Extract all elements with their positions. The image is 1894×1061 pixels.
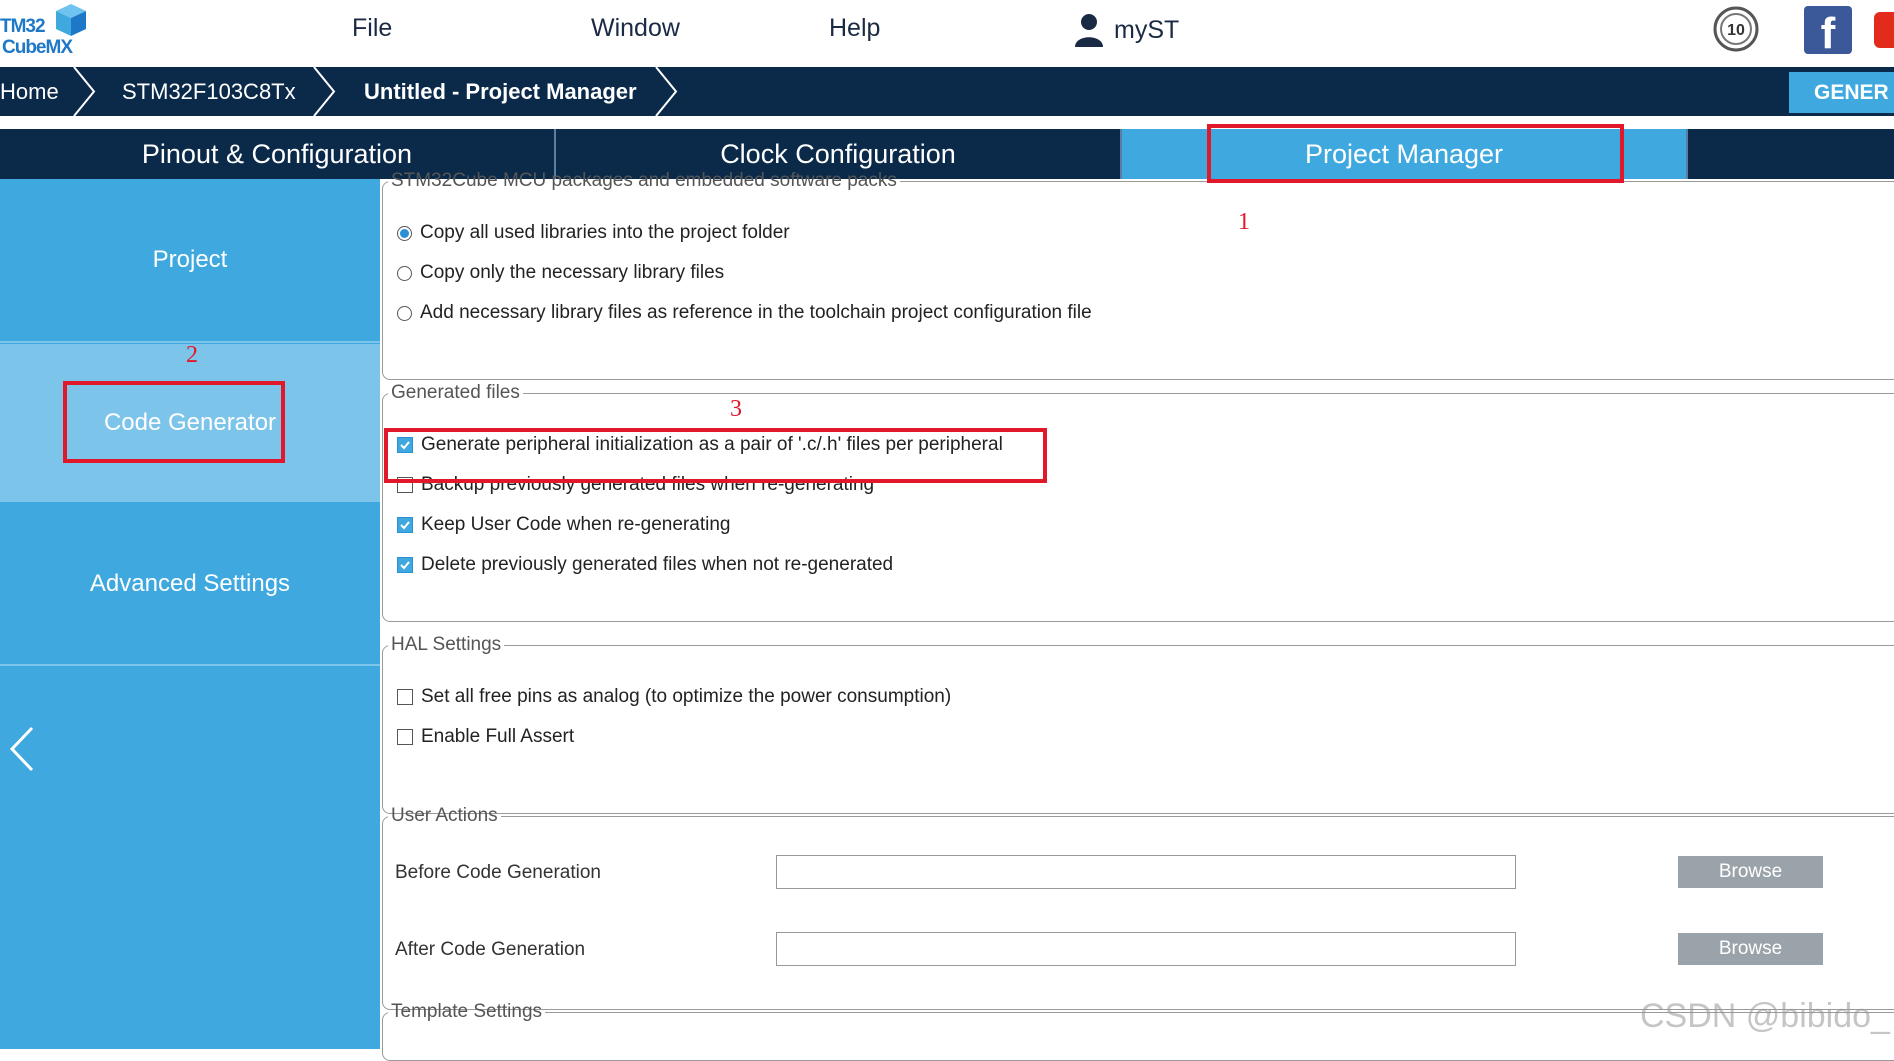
breadcrumb-device[interactable]: STM32F103C8Tx	[122, 79, 296, 104]
menu-help[interactable]: Help	[829, 14, 881, 42]
tab-pinout-configuration[interactable]: Pinout & Configuration	[141, 139, 413, 169]
menu-window[interactable]: Window	[591, 14, 680, 42]
annotation-number-3: 3	[730, 396, 742, 422]
packages-legend: STM32Cube MCU packages and embedded software packs	[391, 170, 897, 191]
checkbox[interactable]	[397, 517, 413, 533]
annotation-box-3	[384, 428, 1047, 483]
checkbox[interactable]	[397, 689, 413, 705]
package-option[interactable]	[397, 259, 724, 287]
facebook-glyph: f	[1820, 9, 1836, 54]
logo-text-line1: TM32	[0, 16, 45, 37]
cube-icon	[54, 2, 88, 38]
chevron-left-icon[interactable]	[8, 724, 38, 774]
after-browse-button[interactable]: Browse	[1678, 933, 1823, 965]
checkbox[interactable]	[397, 729, 413, 745]
project-manager-sidebar	[0, 179, 380, 1049]
tab-project-manager[interactable]: Project Manager	[1122, 129, 1686, 179]
myst-button[interactable]	[1072, 10, 1179, 50]
template-settings-legend: Template Settings	[391, 1001, 543, 1022]
hal-option[interactable]	[397, 723, 574, 751]
watermark: CSDN @bibido_	[1640, 997, 1890, 1035]
generated-files-option-label: Generate peripheral initialization as a pair of '.c/.h' files per peripheral	[421, 434, 1003, 455]
generated-files-group	[382, 382, 1894, 622]
before-code-generation-label: Before Code Generation	[395, 862, 601, 883]
radio-button[interactable]	[397, 266, 412, 281]
annotation-number-1: 1	[1238, 209, 1250, 235]
hal-option-label: Set all free pins as analog (to optimize the power consumption)	[421, 686, 952, 707]
checkbox[interactable]	[397, 557, 413, 573]
generated-files-option[interactable]	[397, 551, 893, 579]
sidebar-item-project[interactable]: Project	[152, 246, 228, 273]
user-actions-group	[382, 805, 1894, 1010]
breadcrumb	[0, 67, 1894, 116]
user-icon	[1072, 12, 1106, 48]
radio-button[interactable]	[397, 226, 412, 241]
annotation-box-2	[63, 381, 285, 463]
breadcrumb-current: Untitled - Project Manager	[364, 79, 637, 104]
sidebar-item-code-generator[interactable]: Code Generator	[0, 344, 380, 502]
annotation-number-2: 2	[186, 342, 198, 368]
code-generator-panel	[380, 170, 1894, 1049]
package-option[interactable]	[397, 219, 790, 247]
breadcrumb-home[interactable]: Home	[0, 79, 59, 104]
generated-files-option-label: Keep User Code when re-generating	[421, 514, 731, 535]
youtube-icon[interactable]	[1874, 12, 1894, 48]
radio-button[interactable]	[397, 306, 412, 321]
menu-file[interactable]: File	[352, 14, 393, 42]
package-option-label: Add necessary library files as reference in the toolchain project configuration file	[420, 302, 1092, 323]
package-option-label: Copy all used libraries into the project folder	[420, 222, 790, 243]
stm32cubemx-logo	[0, 2, 92, 60]
chevron-right-icon	[310, 67, 340, 116]
myst-label: myST	[1114, 15, 1180, 44]
hal-option[interactable]	[397, 683, 951, 711]
package-option-label: Copy only the necessary library files	[420, 262, 725, 283]
generated-files-option[interactable]	[397, 511, 730, 539]
facebook-icon[interactable]	[1804, 6, 1852, 54]
before-browse-button[interactable]: Browse	[1678, 856, 1823, 888]
chevron-right-icon	[652, 67, 682, 116]
before-code-generation-input[interactable]	[776, 855, 1516, 889]
hal-settings-group	[382, 634, 1894, 814]
generated-files-legend: Generated files	[391, 382, 520, 403]
generate-code-button[interactable]: GENER	[1789, 72, 1894, 113]
annotation-box-1	[1207, 124, 1624, 183]
after-code-generation-input[interactable]	[776, 932, 1516, 966]
package-option[interactable]	[397, 299, 1092, 327]
hal-settings-legend: HAL Settings	[391, 634, 502, 655]
badge-10-text: 10	[1727, 22, 1745, 39]
generated-files-option-label: Delete previously generated files when not re-generated	[421, 554, 894, 575]
sidebar-divider	[0, 664, 380, 666]
sidebar-item-advanced-settings[interactable]: Advanced Settings	[89, 570, 291, 597]
hal-option-label: Enable Full Assert	[421, 726, 575, 747]
after-code-generation-label: After Code Generation	[395, 939, 586, 960]
user-actions-legend: User Actions	[391, 805, 498, 826]
generated-files-option-label: Backup previously generated files when re-generating	[421, 474, 875, 495]
top-menu-bar	[0, 0, 1894, 67]
logo-text-line2: CubeMX	[2, 37, 72, 58]
tab-clock-configuration[interactable]: Clock Configuration	[720, 139, 956, 169]
badge-10-icon[interactable]	[1713, 6, 1759, 52]
packages-group	[382, 170, 1894, 380]
chevron-right-icon	[70, 67, 100, 116]
